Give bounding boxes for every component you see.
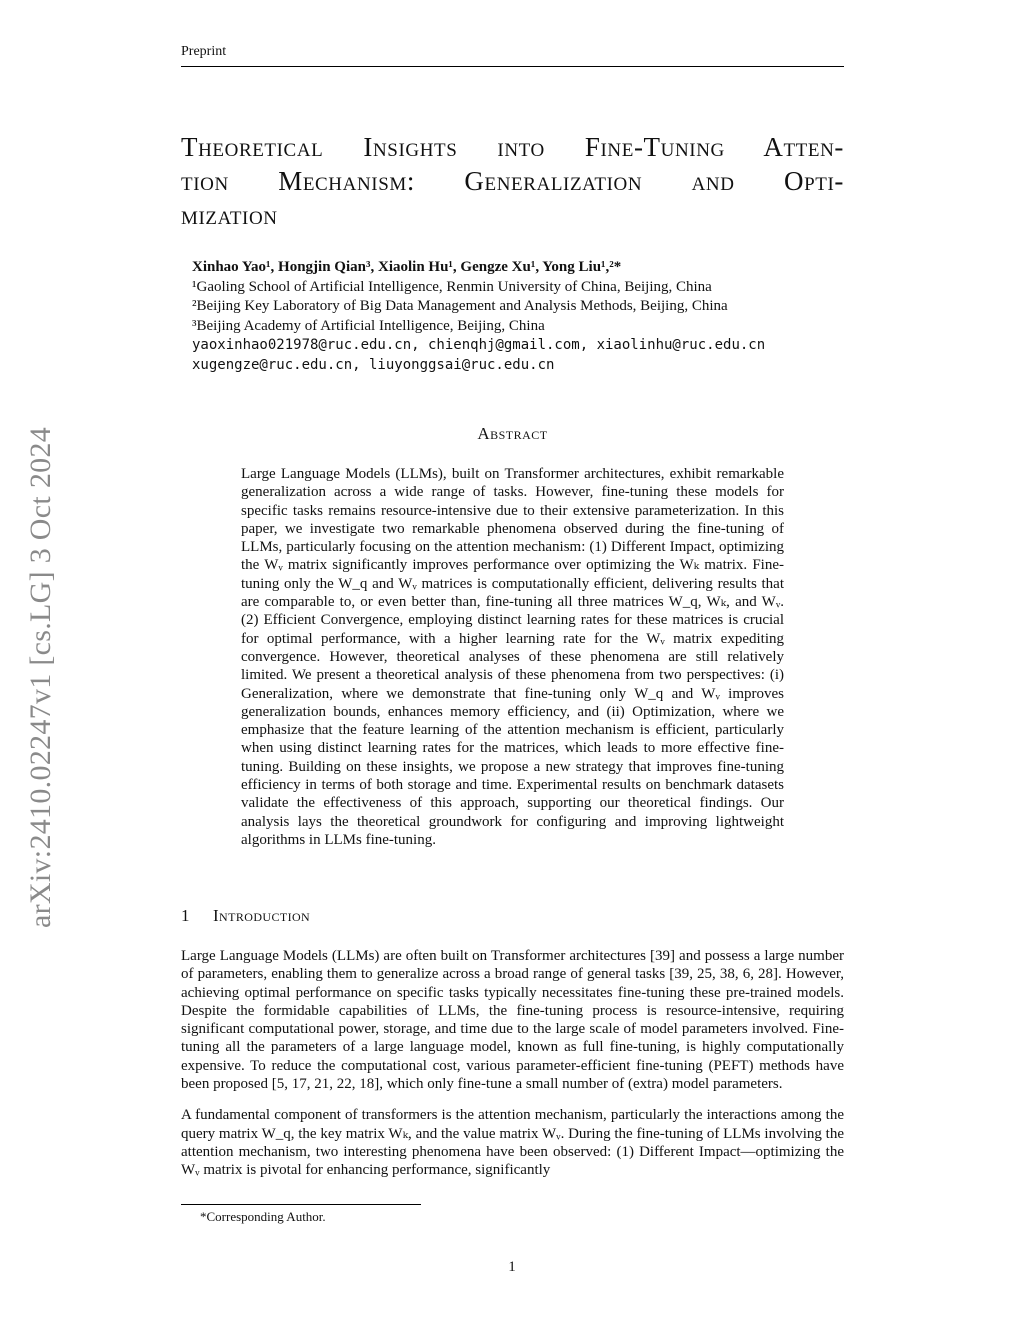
paper-title — [181, 130, 844, 232]
introduction-body — [181, 947, 844, 1193]
section-number: 1 — [181, 906, 190, 925]
abstract-text: Large Language Models (LLMs), built on Transformer architectures, exhibit remarkable generalization across a wide range of tasks. However, fine-tuning these models for specific tasks remains resource-intensive due to their extensive parameterization. In this paper, we investigate two remarkable phenomena observed during the fine-tuning of LLMs, particularly focusing on the attention mechanism: (1) Different Impact, optimizing the Wᵥ matrix significantly improves performance over optimizing the Wₖ matrix. Fine-tuning only the W_q and Wᵥ matrices is computationally efficient, delivering results that are comparable to, or even better than, fine-tuning all three matrices W_q, Wₖ, and Wᵥ. (2) Efficient Convergence, employing distinct learning rates for these matrices is crucial for optimal performance, with a higher learning rate for the Wᵥ matrix expediting convergence. However, theoretical analyses of these phenomena are still relatively limited. We present a theoretical analysis of these phenomena from two perspectives: (i) Generalization, where we demonstrate that fine-tuning only W_q and Wᵥ improves generalization bounds, enhances memory efficiency, and (ii) Optimization, where we emphasize that the feature learning of the attention mechanism is efficient, particularly when using distinct learning rates for the matrices, which leads to more effective fine-tuning. Building on these insights, we propose a new strategy that improves fine-tuning efficiency in terms of both storage and time. Experimental results on benchmark datasets validate the effectiveness of this approach, supporting our theoretical findings. Our analysis lays the theoretical groundwork for configuring and improving lightweight algorithms in LLMs fine-tuning. — [241, 466, 784, 848]
affiliation-1: ¹Gaoling School of Artificial Intelligence, Renmin University of China, Beijing, China — [192, 278, 712, 295]
title-line-1: Theoretical Insights into Fine-Tuning Atten- — [181, 132, 844, 162]
section-heading — [181, 906, 310, 926]
section-title: Introduction — [213, 906, 311, 925]
arxiv-stamp: arXiv:2410.02247v1 [cs.LG] 3 Oct 2024 — [24, 426, 57, 928]
paragraph-2: A fundamental component of transformers is the attention mechanism, particularly the interactions among the query matrix W_q, the key matrix Wₖ, and the value matrix Wᵥ. During the fine-tuning of LLMs involving the attention mechanism, two interesting phenomena have been observed: (1) Different Impact—optimizing the Wᵥ matrix is pivotal for enhancing performance, significantly — [181, 1107, 844, 1179]
footnote: *Corresponding Author. — [200, 1209, 326, 1224]
page-number: 1 — [508, 1259, 516, 1275]
author-block — [192, 258, 872, 375]
paragraph-1: Large Language Models (LLMs) are often built on Transformer architectures [39] and possess a large number of parameters, enabling them to generalize across a broad range of general tasks [39, 25, 38, 6, 28]. However, achieving optimal performance on specific tasks typically necessitates fine-tuning these pre-trained models. Despite the formidable capabilities of LLMs, the fine-tuning process is resource-intensive, requiring significant computational power, storage, and time due to the large scale of model parameters involved. Fine-tuning all the parameters of a large language model, known as full fine-tuning, is highly computationally expensive. To reduce the computational cost, various parameter-efficient fine-tuning (PEFT) methods have been proposed [5, 17, 21, 22, 18], which only fine-tune a small number of (extra) model parameters. — [181, 948, 844, 1093]
affiliation-2: ²Beijing Key Laboratory of Big Data Management and Analysis Methods, Beijing, China — [192, 298, 728, 314]
running-header: Preprint — [181, 44, 227, 59]
footnote-rule — [181, 1204, 421, 1205]
abstract-body — [241, 465, 784, 849]
header-rule — [181, 66, 844, 67]
title-line-3: mization — [181, 200, 278, 230]
author-emails-1: yaoxinhao021978@ruc.edu.cn, chienqhj@gmail.com, xiaolinhu@ruc.edu.cn — [192, 337, 766, 353]
author-names: Xinhao Yao¹, Hongjin Qian³, Xiaolin Hu¹, Gengze Xu¹, Yong Liu¹,²* — [192, 259, 622, 275]
abstract-heading: Abstract — [477, 424, 548, 443]
affiliation-3: ³Beijing Academy of Artificial Intelligence, Beijing, China — [192, 317, 545, 334]
author-emails-2: xugengze@ruc.edu.cn, liuyonggsai@ruc.edu.cn — [192, 356, 555, 373]
title-line-2: tion Mechanism: Generalization and Opti- — [181, 166, 844, 196]
